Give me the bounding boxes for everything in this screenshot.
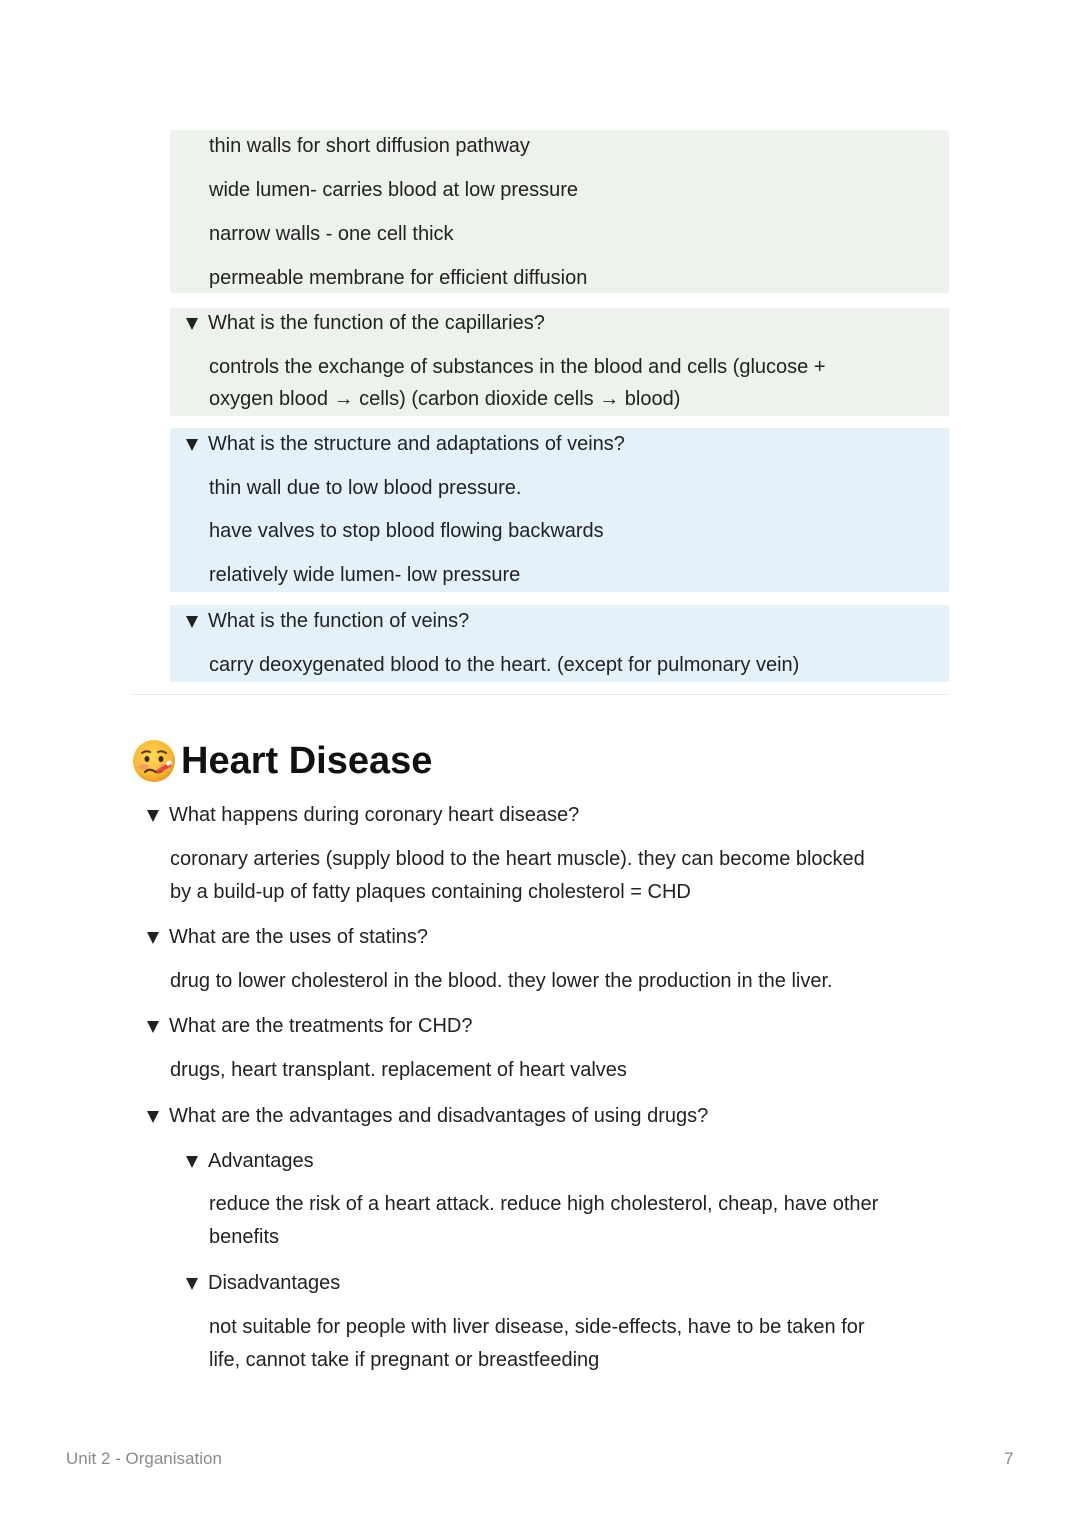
answer-line: thin walls for short diffusion pathway	[209, 135, 530, 157]
toggle-triangle-icon[interactable]	[186, 1278, 198, 1290]
answer-line: carry deoxygenated blood to the heart. (except for pulmonary vein)	[209, 654, 800, 676]
toggle-question[interactable]: Advantages	[208, 1150, 314, 1172]
answer-line: controls the exchange of substances in the blood and cells (glucose +	[209, 356, 826, 378]
answer-line: drugs, heart transplant. replacement of heart valves	[170, 1059, 627, 1081]
answer-line: permeable membrane for efficient diffusion	[209, 267, 588, 289]
toggle-question[interactable]: What happens during coronary heart disease?	[169, 804, 580, 826]
toggle-question[interactable]: What are the treatments for CHD?	[169, 1015, 473, 1037]
answer-line: by a build-up of fatty plaques containing cholesterol = CHD	[170, 881, 691, 903]
answer-line: wide lumen- carries blood at low pressure	[209, 179, 579, 201]
answer-line: drug to lower cholesterol in the blood. they lower the production in the liver.	[170, 970, 833, 992]
page-number: 7	[1004, 1449, 1014, 1468]
toggle-question[interactable]: What is the structure and adaptations of veins?	[208, 433, 625, 455]
section-heading: Heart Disease	[181, 740, 433, 782]
answer-line: have valves to stop blood flowing backwards	[209, 520, 604, 542]
toggle-triangle-icon[interactable]	[147, 810, 159, 822]
answer-line: coronary arteries (supply blood to the heart muscle). they can become blocked	[170, 848, 865, 870]
feverish-face-emoji-icon	[132, 739, 176, 783]
section-divider	[131, 694, 949, 695]
toggle-triangle-icon[interactable]	[147, 1111, 159, 1123]
answer-line: relatively wide lumen- low pressure	[209, 564, 521, 586]
toggle-question[interactable]: What are the advantages and disadvantages of using drugs?	[169, 1105, 709, 1127]
toggle-question[interactable]: What is the function of the capillaries?	[208, 312, 545, 334]
toggle-triangle-icon[interactable]	[147, 1021, 159, 1033]
answer-line: life, cannot take if pregnant or breastfeeding	[209, 1349, 600, 1371]
toggle-triangle-icon[interactable]	[186, 616, 198, 628]
footer-unit-title: Unit 2 - Organisation	[66, 1449, 222, 1468]
answer-line: benefits	[209, 1226, 280, 1248]
toggle-triangle-icon[interactable]	[186, 1156, 198, 1168]
toggle-question[interactable]: Disadvantages	[208, 1272, 341, 1294]
toggle-question[interactable]: What is the function of veins?	[208, 610, 470, 632]
toggle-triangle-icon[interactable]	[147, 932, 159, 944]
toggle-triangle-icon[interactable]	[186, 439, 198, 451]
answer-line: not suitable for people with liver disease, side-effects, have to be taken for	[209, 1316, 865, 1338]
answer-line: narrow walls - one cell thick	[209, 223, 454, 245]
toggle-triangle-icon[interactable]	[186, 318, 198, 330]
answer-line: reduce the risk of a heart attack. reduce high cholesterol, cheap, have other	[209, 1193, 879, 1215]
toggle-question[interactable]: What are the uses of statins?	[169, 926, 429, 948]
answer-line: oxygen blood → cells) (carbon dioxide cells → blood)	[209, 388, 681, 410]
answer-line: thin wall due to low blood pressure.	[209, 477, 522, 499]
